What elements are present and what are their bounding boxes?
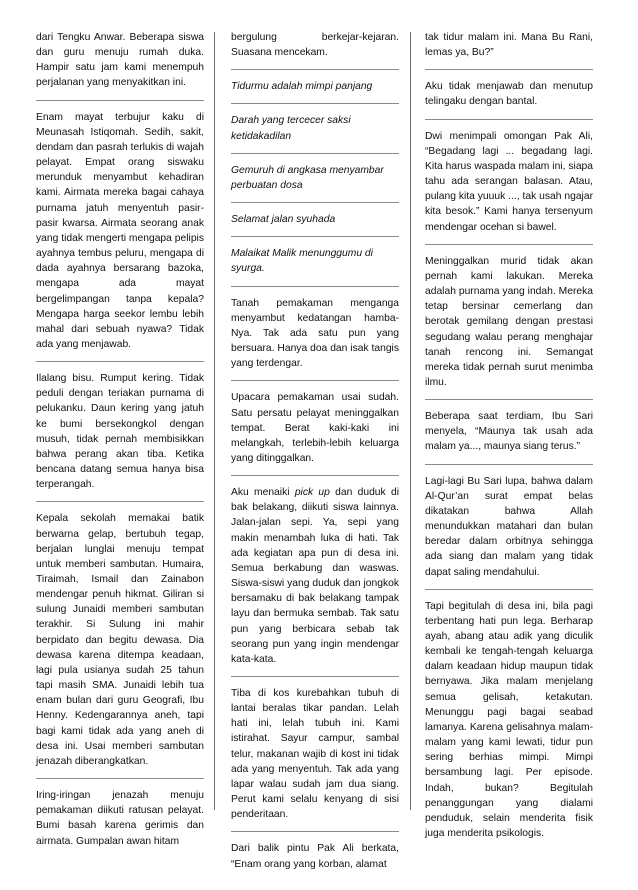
poem-line: Tidurmu adalah mimpi panjang [231, 79, 399, 104]
paragraph: Lagi-lagi Bu Sari lupa, bahwa dalam Al-Qur’an surat empat belas dikatakan bahwa Allah menundukkan matahari dan bulan beredar dalam orbitnya sehingga ada siang dan malam yang tidak dapat saling mendahului. [425, 474, 593, 590]
paragraph: Upacara pemakaman usai sudah. Satu persatu pelayat meninggalkan tempat. Berat kaki-kaki ini melangkah, terlebih-lebih keluarga yang ditinggalkan. [231, 390, 399, 476]
poem-line: Darah yang tercecer saksi ketidakadilan [231, 113, 399, 153]
text-column-2 [231, 30, 399, 890]
column-divider-2 [410, 32, 411, 810]
paragraph: Enam mayat terbujur kaku di Meunasah Istiqomah. Sedih, sakit, dendam dan pasrah terlukis di wajah pelayat. Empat orang siswaku merunduk menyambut kehadiran kami. Airmata mereka bagai cahaya purnama jatuh menyentuh pasir-pasir kwarsa. Airmata seorang anak yang tidak mengerti mengapa pelipis ayahnya tembus peluru, mengapa di dada ayahnya bersarang bazoka, mengapa ada mayat bergelimpangan tanpa kepala? Mengapa harga seekor lembu lebih mahal dari sebuah nyawa? Tidak ada yang menjawab. [36, 110, 204, 363]
poem-line: Selamat jalan syuhada [231, 212, 399, 237]
paragraph: Beberapa saat terdiam, Ibu Sari menyela, “Maunya tak usah ada malam ya..., maunya siang terus.” [425, 409, 593, 464]
paragraph: Dwi menimpali omongan Pak Ali, “Begadang lagi ... begadang lagi. Kita harus waspada malam ini, siapa tahu ada serangan balasan. Atau, pulang kita yuuuk ..., tak usah ngajar kita besok.” Kami hanya tersenyum mendengar ocehan si bawel. [425, 129, 593, 245]
paragraph-text: dan duduk di bak belakang, diikuti siswa lainnya. Jalan-jalan sepi. Ya, sepi yang makin menambah luka di hati. Tak ada kegiatan apa pun di desa ini. Semua berkabung dan waswas. Siswa-siswi yang duduk dan jongkok bersamaku di bak belakang tampak layu dan bermuka sembab. Tak satu pun yang berbicara sebab tak seorang pun yang ingin mendengar kata-kata. [231, 487, 399, 665]
paragraph: Kepala sekolah memakai batik berwarna gelap, bertubuh tegap, berjalan lunglai menuju tempat untuk memberi sambutan. Humaira, Tiraimah, Ismail dan Zainabon mendengar penuh hikmat. Giliran si sulung Junaidi memberi sambutan terakhir. Si Sulung ini mahir berpidato dan begitu dewasa. Dia dewasa karena ditempa keadaan, lagi pula usianya sudah 25 tahun tapi masih SMA. Junaidi lebih tua enam bulan dari guru Geografi, Ibu Henny. Kedengarannya aneh, tapi bagi kami tidak ada yang aneh di desa ini. Usai memberi sambutan jenazah diberangkatkan. [36, 511, 204, 779]
paragraph: bergulung berkejar-kejaran. Suasana mencekam. [231, 30, 399, 70]
poem-line: Gemuruh di angkasa menyambar perbuatan dosa [231, 163, 399, 203]
paragraph: Iring-iringan jenazah menuju pemakaman diikuti ratusan pelayat. Bumi basah karena gerimis dan airmata. Gumpalan awan hitam [36, 790, 204, 847]
paragraph: Tiba di kos kurebahkan tubuh di lantai beralas tikar pandan. Lelah hati ini, lelah tubuh ini. Kami istirahat. Sayur campur, sambal telur, makanan wajib di kost ini tidak ada yang menyentuh. Tak ada yang lapar walau sudah jam dua siang. Perut kami selalu kenyang di sisi penderitaan. [231, 686, 399, 832]
paragraph: Tanah pemakaman menganga menyambut kedatangan hamba-Nya. Tak ada satu pun yang bersuara. Hanya doa dan isak tangis yang terdengar. [231, 296, 399, 382]
text-column-1 [36, 30, 204, 867]
paragraph-text: Aku menaiki [231, 487, 295, 499]
paragraph: Ilalang bisu. Rumput kering. Tidak peduli dengan teriakan purnama di pelukanku. Daun kering yang jatuh ke bumi bersekongkol dengan musuh, tidak pernah membisikkan bahwa perang akan tiba. Ketika bencana datang semua hanya bisa terperangah. [36, 371, 204, 502]
paragraph: Tapi begitulah di desa ini, bila pagi terbentang hati pun lega. Berharap ayah, abang atau adik yang diculik kembali ke tengah-tengah keluarga dalam keadaan hidup maupun tidak bernyawa. Jika malam menjelang semua gelisah, ketakutan. Menunggu pagi bagai seabad lamanya. Karena gelisahnya malam-malam yang kami lewati, tidur pun sering berhias mimpi. Mimpi bersambung lagi. Per episode. Indah, bukan? Begitulah penanggungan yang dialami penduduk, selain menderita fisik juga menderita psikologis. [425, 600, 593, 840]
paragraph: Aku tidak menjawab dan menutup telingaku dengan bantal. [425, 79, 593, 119]
poem-line: Malaikat Malik menunggumu di syurga. [231, 246, 399, 286]
emphasis-text: pick up [294, 487, 330, 499]
text-column-3 [425, 30, 593, 859]
column-divider-1 [214, 32, 215, 810]
paragraph: Meninggalkan murid tidak akan pernah kami lakukan. Mereka adalah purnama yang indah. Mereka tetap bersinar cemerlang dan berotak gemilang dengan prestasi segudang walau perang menghajar tanah rencong ini. Semangat mereka tidak pernah surut menimba ilmu. [425, 254, 593, 400]
paragraph: dari Tengku Anwar. Beberapa siswa dan guru menuju rumah duka. Hampir satu jam kami menempuh perjalanan yang menyakitkan ini. [36, 30, 204, 101]
paragraph: Dari balik pintu Pak Ali berkata, “Enam orang yang korban, alamat [231, 843, 399, 870]
paragraph: tak tidur malam ini. Mana Bu Rani, lemas ya, Bu?” [425, 30, 593, 70]
paragraph [231, 485, 399, 677]
